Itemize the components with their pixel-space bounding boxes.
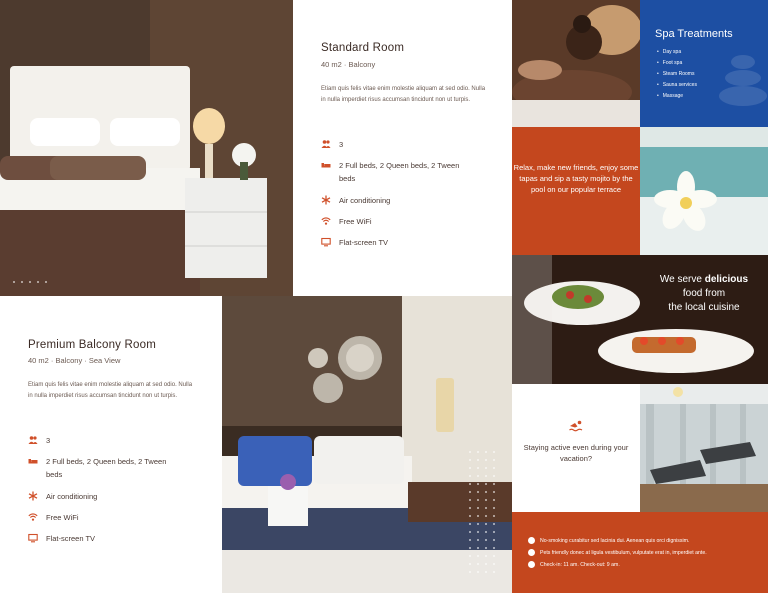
pet-icon <box>528 549 535 556</box>
amenity-beds <box>321 159 469 185</box>
amenity-beds-text: 2 Full beds, 2 Queen beds, 2 Tween beds <box>339 161 460 183</box>
swimmer-icon <box>569 420 583 432</box>
tv-icon <box>321 237 331 247</box>
food-text-bold: delicious <box>704 274 749 285</box>
no-smoking-icon <box>528 537 535 544</box>
stay-active-tile <box>512 384 640 512</box>
standard-room-panel <box>293 0 512 296</box>
spa-item: • Sauna services <box>657 80 697 91</box>
amenity-tv <box>28 532 176 545</box>
food-overlay <box>512 255 768 384</box>
spa-item: • Steam Rooms <box>657 69 697 80</box>
policy-checkin-text: Check-in: 11 am. Check-out: 9 am. <box>540 561 620 568</box>
premium-room-meta: 40 m2 · Balcony · Sea View <box>28 356 121 365</box>
policy-no-smoking <box>528 537 689 544</box>
decorative-dots <box>466 448 496 578</box>
clock-icon <box>528 561 535 568</box>
standard-room-description: Etiam quis felis vitae enim molestie aliquam at sed odio. Nulla in nulla imperdiet risus accumsan tincidunt non ut turpis. <box>321 86 486 103</box>
bed-icon <box>28 456 38 466</box>
amenity-ac <box>28 490 176 503</box>
stones-icon <box>718 48 768 108</box>
spa-item: • Day spa <box>657 47 697 58</box>
amenity-wifi <box>321 215 469 228</box>
standard-room-title: Standard Room <box>321 42 405 54</box>
amenity-beds-text: 2 Full beds, 2 Queen beds, 2 Tween beds <box>46 457 167 479</box>
amenity-guests <box>28 434 176 447</box>
policy-pets <box>528 549 707 556</box>
spa-massage-photo <box>512 0 640 127</box>
amenity-wifi <box>28 511 176 524</box>
spa-treatments-tile <box>640 0 768 127</box>
amenity-guests-text: 3 <box>46 436 51 445</box>
spa-item: • Massage <box>657 91 697 102</box>
standard-room-photo <box>0 0 293 296</box>
policy-pets-text: Pets friendly donec at ligula vestibulum, vulputate erat in, imperdiet ante. <box>540 549 707 556</box>
pool-terrace-text: Relax, make new friends, enjoy some tapas and sip a tasty mojito by the pool on our popular terrace <box>513 163 639 194</box>
amenity-beds <box>28 455 176 481</box>
pool-terrace-tile <box>512 127 640 255</box>
policies-bar <box>512 512 768 593</box>
snowflake-icon <box>321 195 331 205</box>
policy-checkin <box>528 561 620 568</box>
amenity-guests-text: 3 <box>339 140 344 149</box>
food-text <box>640 273 768 315</box>
amenity-ac <box>321 194 469 207</box>
food-text-prefix: We serve <box>659 274 705 285</box>
guests-icon <box>321 139 331 149</box>
standard-room-meta: 40 m2 · Balcony <box>321 60 376 69</box>
wifi-icon <box>28 512 38 522</box>
amenity-wifi-text: Free WiFi <box>339 217 372 226</box>
stay-active-text: Staying active even during your vacation? <box>523 443 629 463</box>
amenity-tv-text: Flat-screen TV <box>46 534 96 543</box>
amenity-ac-text: Air conditioning <box>46 492 98 501</box>
snowflake-icon <box>28 491 38 501</box>
pool-flower-photo <box>640 127 768 255</box>
food-text-line2: food from <box>682 288 726 299</box>
bed-icon <box>321 160 331 170</box>
wifi-icon <box>321 216 331 226</box>
spa-title: Spa Treatments <box>655 28 733 40</box>
premium-room-panel <box>0 296 222 593</box>
decorative-dots <box>10 278 50 288</box>
premium-room-description: Etiam quis felis vitae enim molestie aliquam at sed odio. Nulla in nulla imperdiet risus accumsan tincidunt non ut turpis. <box>28 382 193 399</box>
guests-icon <box>28 435 38 445</box>
amenity-guests <box>321 138 469 151</box>
premium-room-title: Premium Balcony Room <box>28 339 156 351</box>
amenity-tv <box>321 236 469 249</box>
food-text-line3: the local cuisine <box>668 302 740 313</box>
spa-list <box>657 47 697 102</box>
amenity-ac-text: Air conditioning <box>339 196 391 205</box>
amenity-wifi-text: Free WiFi <box>46 513 79 522</box>
policy-no-smoking-text: No-smoking curabitur sed lacinia dui. Aenean quis orci dignissim. <box>540 537 690 544</box>
spa-item: • Foot spa <box>657 58 697 69</box>
amenity-tv-text: Flat-screen TV <box>339 238 389 247</box>
tv-icon <box>28 533 38 543</box>
gym-photo <box>640 384 768 512</box>
